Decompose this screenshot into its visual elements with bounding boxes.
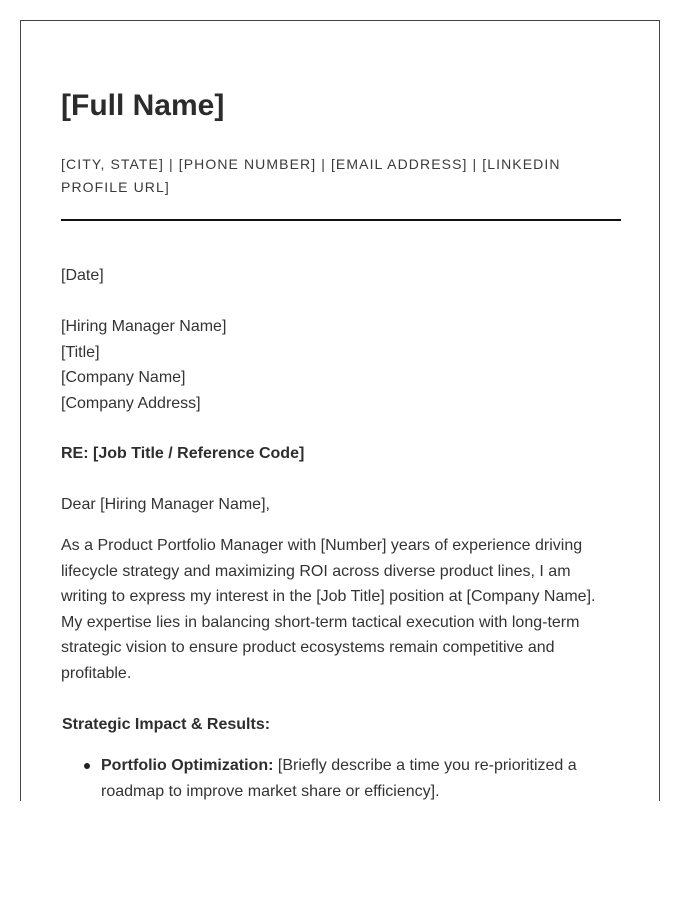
recipient-company: [Company Name] — [61, 369, 186, 386]
recipient-title: [Title] — [61, 344, 100, 361]
results-list — [61, 753, 621, 801]
letter-page — [20, 20, 660, 801]
intro-paragraph: As a Product Portfolio Manager with [Number] years of experience driving lifecycle strategy and maximizing ROI across diverse product lines, I am writing to express my interest in the [Job Title] position at [Company Name]. My expertise lies in balancing short-term tactical execution with long-term strategic vision to ensure product ecosystems remain competitive and profitable. — [61, 537, 596, 682]
letter-date: [Date] — [61, 267, 104, 284]
list-item — [61, 753, 581, 801]
applicant-name: [Full Name] — [61, 89, 225, 122]
section-heading: Strategic Impact & Results: — [62, 716, 271, 733]
header-divider — [61, 219, 621, 221]
recipient-name: [Hiring Manager Name] — [61, 318, 227, 335]
recipient-address: [Company Address] — [61, 395, 201, 412]
bullet-text: [Briefly describe a time you re-prioritized a roadmap to improve market share or efficiency]. — [101, 757, 577, 800]
contact-info: [CITY, STATE] | [PHONE NUMBER] | [EMAIL ADDRESS] | [LINKEDIN PROFILE URL] — [61, 156, 561, 195]
salutation: Dear [Hiring Manager Name], — [61, 496, 270, 513]
subject-line: RE: [Job Title / Reference Code] — [61, 445, 305, 462]
bullet-icon — [84, 763, 90, 769]
bullet-label: Portfolio Optimization: — [101, 757, 274, 774]
